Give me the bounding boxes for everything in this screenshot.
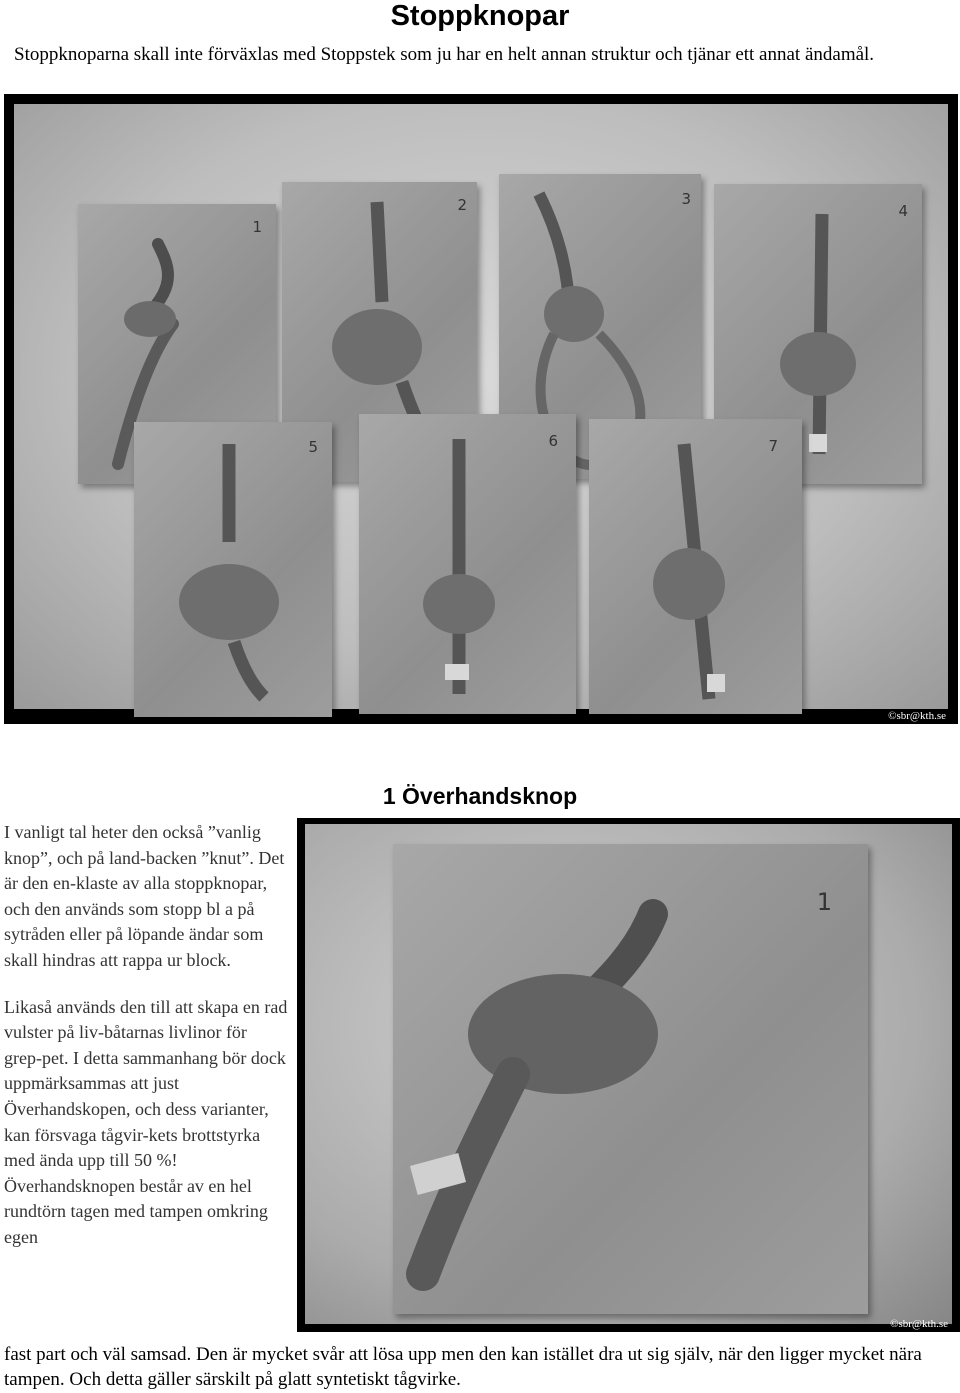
- paragraph-continuation: fast part och väl samsad. Den är mycket svår att lösa upp men den kan istället dra ut sig själv, när den ligger mycket nära tampen. Och detta gäller särskilt på glatt syntetiskt tågvirke.: [4, 1344, 922, 1390]
- board-number: 7: [768, 437, 778, 455]
- knot-board-5: [134, 422, 332, 717]
- knot-board-7: [589, 419, 802, 714]
- board-number: 1: [252, 218, 262, 236]
- rope-overhand-detail-icon: [393, 844, 868, 1314]
- board-number: 3: [681, 190, 691, 208]
- photo-credit: ©sbr@kth.se: [890, 1318, 948, 1330]
- section-title: 1 Överhandsknop: [382, 783, 578, 809]
- paragraph-description: I vanligt tal heter den också ”vanlig knop”, och på land-backen ”knut”. Det är den en-klaste av alla stoppknopar, och den används som stopp bl a på sytråden eller på löpande ändar som skall hindras att rappa ur block.: [4, 822, 285, 970]
- rope-heaving-line-icon: [359, 414, 576, 714]
- board-number: 6: [548, 432, 558, 450]
- rope-double-overhand-icon: [134, 422, 332, 717]
- knots-overview-photo: [4, 94, 958, 724]
- rope-monkey-fist-icon: [589, 419, 802, 714]
- board-number: 5: [308, 438, 318, 456]
- section-body: [4, 820, 289, 1251]
- overhand-knot-photo: [297, 818, 960, 1332]
- board-number: 1: [816, 888, 832, 916]
- intro-text: Stoppknoparna skall inte förväxlas med Stoppstek som ju har en helt annan struktur och tjänar ett annat ändamål.: [14, 44, 875, 65]
- paragraph-usage: Likaså används den till att skapa en rad vulster på liv-båtarnas livlinor för grep-pet. I detta sammanhang bör dock uppmärksammas att just Överhandskopen, och dess varianter, kan försvaga tågvir-kets brottstyrka med ända upp till 50 %! Överhandsknopen består av en hel rundtörn tagen med tampen omkring egen: [4, 996, 288, 1247]
- page-title: Stoppknopar: [390, 0, 570, 32]
- knot-board-6: [359, 414, 576, 714]
- photo-credit: ©sbr@kth.se: [888, 710, 946, 722]
- board-number: 2: [457, 196, 467, 214]
- knot-board-detail: [393, 844, 868, 1314]
- board-number: 4: [898, 202, 908, 220]
